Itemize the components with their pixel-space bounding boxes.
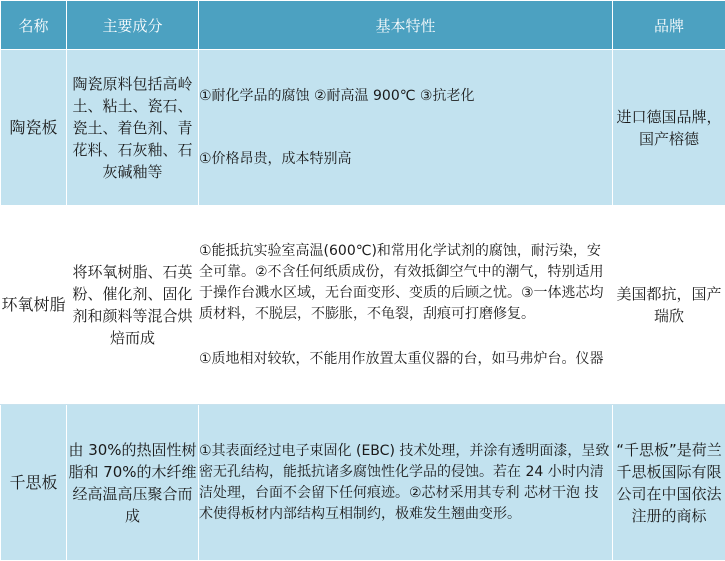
material-brand: 进口德国品牌，国产榕德 bbox=[613, 50, 725, 206]
material-components: 陶瓷原料包括高岭土、粘土、瓷石、瓷土、着色剂、青花料、石灰釉、石灰碱釉等 bbox=[67, 50, 199, 206]
header-components: 主要成分 bbox=[67, 1, 199, 50]
properties-pros: ①能抵抗实验室高温(600℃)和常用化学试剂的腐蚀，耐污染，安全可靠。②不含任何纸质成份，有效抵御空气中的潮气，特别适用于操作台溅水区域，无台面变形、变质的后顾之忧。③一体逃芯均质材料，不脱层，不膨胀，不龟裂，刮痕可打磨修复。 bbox=[199, 241, 612, 325]
material-name: 陶瓷板 bbox=[1, 50, 67, 206]
properties-cons: ①价格昂贵，成本特别高 bbox=[199, 149, 612, 170]
header-name: 名称 bbox=[1, 1, 67, 50]
material-components: 将环氧树脂、石英粉、催化剂、固化剂和颜料等混合烘焙而成 bbox=[67, 206, 199, 405]
material-components: 由 30%的热固性树脂和 70%的木纤维经高温高压聚合而成 bbox=[67, 405, 199, 561]
header-brand: 品牌 bbox=[613, 1, 725, 50]
table-row-trespa bbox=[1, 405, 725, 561]
material-brand: 美国都抗，国产瑞欣 bbox=[613, 206, 725, 405]
material-brand: “千思板”是荷兰千思板国际有限公司在中国依法注册的商标 bbox=[613, 405, 725, 561]
material-properties bbox=[199, 206, 613, 405]
table-row-epoxy bbox=[1, 206, 725, 405]
material-name: 千思板 bbox=[1, 405, 67, 561]
material-name: 环氧树脂 bbox=[1, 206, 67, 405]
material-properties bbox=[199, 405, 613, 561]
properties-pros: ①其表面经过电子束固化 (EBC) 技术处理，并涂有透明面漆，呈致密无孔结构，能抵抗诸多腐蚀性化学品的侵蚀。若在 24 小时内清洁处理，台面不会留下任何痕迹。②芯材采用其专利 芯材干泡 技术使得板材内部结构互相制约，极难发生翘曲变形。 bbox=[199, 441, 612, 525]
material-properties bbox=[199, 50, 613, 206]
header-row bbox=[1, 1, 725, 50]
properties-cons: ①质地相对较软，不能用作放置太重仪器的台，如马弗炉台。仪器 bbox=[199, 349, 612, 370]
properties-pros: ①耐化学品的腐蚀 ②耐高温 900℃ ③抗老化 bbox=[199, 86, 612, 107]
table-row-ceramic bbox=[1, 50, 725, 206]
header-properties: 基本特性 bbox=[199, 1, 613, 50]
